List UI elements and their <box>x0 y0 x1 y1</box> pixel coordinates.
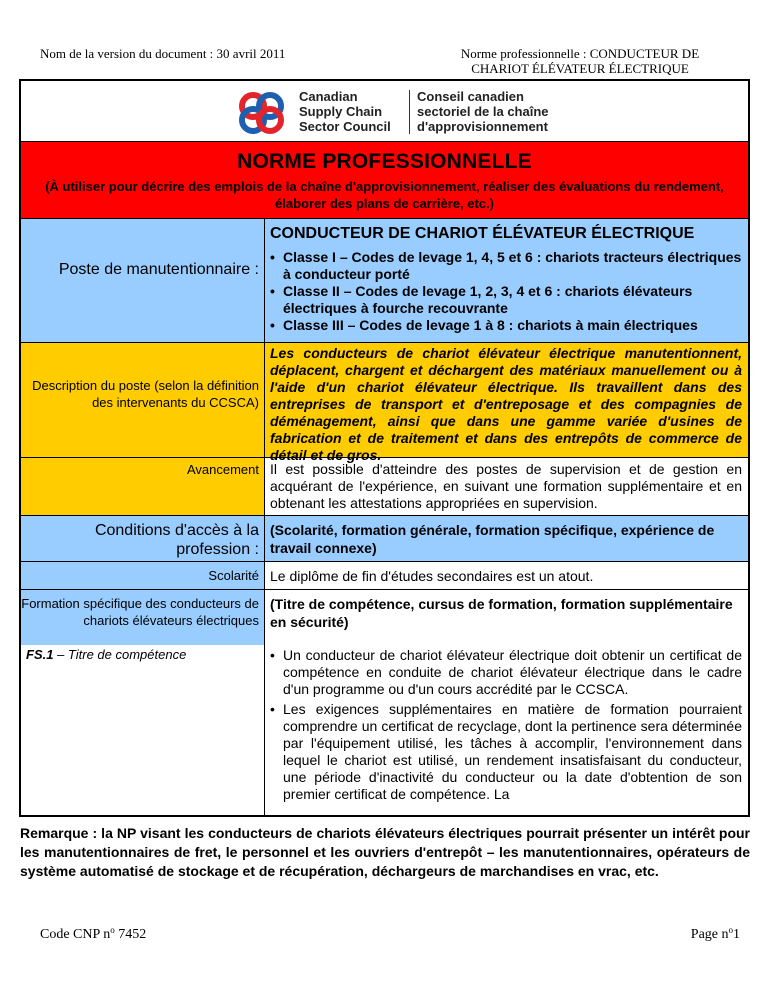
description-label: Description du poste (selon la définition des intervenants du CCSCA) <box>21 343 265 457</box>
schooling-label: Scolarité <box>21 562 265 589</box>
advancement-text: Il est possible d'atteindre des postes de supervision et de gestion en acquérant de l'expérience, en suivant une formation supplémentaire et en obtenant les attestations appropriées en supervision. <box>270 461 742 511</box>
version-date: Nom de la version du document : 30 avril 2011 <box>40 46 286 61</box>
remark-note: Remarque : la NP visant les conducteurs de chariots élévateurs électriques pourrait présenter un intérêt pour les manutentionnaires de fret, le personnel et les ouvriers d'entrepôt – les manutentionnaires, opérateurs de système automatisé de stockage et de récupération, déchargeurs de marchandises en vrac, etc. <box>20 825 750 879</box>
schooling-text: Le diplôme de fin d'études secondaires est un atout. <box>270 568 594 584</box>
training-label: Formation spécifique des conducteurs de chariots élévateurs électriques <box>21 590 265 645</box>
page-sup: o <box>728 925 733 935</box>
fs1-label <box>21 645 265 817</box>
training-content <box>265 590 748 817</box>
class-item: • Classe II – Codes de levage 1, 2, 3, 4 et 6 : chariots élévateurs électriques à fourche recouvrante <box>270 283 742 317</box>
standard-frame <box>19 79 750 817</box>
page-prefix: Page n <box>690 927 729 942</box>
fs1-item: • Les exigences supplémentaires en matière de formation pourraient comprendre un certificat de recyclage, dont la pertinence sera déterminée par l'équipement utilisé, les tâches à accomplir, l'environnement dans lequel le chariot est utilisé, un rendement insatisfaisant du conducteur, une période d'inactivité du conducteur ou la date d'obtention de son premier certificat de compétence. La <box>270 701 742 803</box>
standard-title-line1: Norme professionnelle : CONDUCTEUR DE <box>460 46 700 61</box>
description-text: Les conducteurs de chariot élévateur électrique manutentionnent, déplacent, chargent et déchargent des matériaux manuellement ou à l'aide d'un chariot élévateur électrique. Ils travaillent dans des entreprises de transport et d'entreposage et des compagnies de déménagement, ainsi que dans une gamme variée d'usines de fabrication et de traitement et dans des entrepôts de commerce de détail et de gros. <box>270 345 742 463</box>
logo-separator <box>409 90 410 134</box>
access-label: Conditions d'accès à la profession : <box>21 516 265 561</box>
logo-text-en <box>299 89 391 134</box>
logo-en-line: Sector Council <box>299 119 391 134</box>
fs1-list <box>270 647 742 803</box>
fs1-item: • Un conducteur de chariot élévateur électrique doit obtenir un certificat de compétence en conduite de chariot élévateur électrique dans le cadre d'un programme ou d'un cours accrédité par le CCSCA. <box>270 647 742 698</box>
logo-fr-line: Conseil canadien <box>417 89 524 104</box>
council-logo-icon <box>237 90 289 134</box>
class-item: • Classe I – Codes de levage 1, 4, 5 et 6 : chariots tracteurs électriques à conducteur porté <box>270 249 742 283</box>
noc-code <box>40 925 146 943</box>
standard-title <box>420 46 740 76</box>
page-number <box>691 925 740 943</box>
logo-band <box>21 81 748 141</box>
logo-fr-line: sectoriel de la chaîne <box>417 104 549 119</box>
class-item: • Classe III – Codes de levage 1 à 8 : chariots à main électriques <box>270 317 742 334</box>
row-schooling <box>21 562 748 590</box>
fs1-code: FS.1 <box>26 647 54 662</box>
title-banner <box>21 141 748 219</box>
row-access <box>21 516 748 562</box>
row-position <box>21 219 748 343</box>
logo-en-line: Supply Chain <box>299 104 383 119</box>
advancement-label: Avancement <box>21 458 265 515</box>
logo-fr-line: d'approvisionnement <box>417 119 548 134</box>
class-list <box>270 249 742 334</box>
banner-title: NORME PROFESSIONNELLE <box>237 150 532 173</box>
access-text: (Scolarité, formation générale, formation spécifique, expérience de travail connexe) <box>270 522 715 556</box>
position-label <box>21 219 265 342</box>
row-advancement <box>21 458 748 516</box>
training-text: (Titre de compétence, cursus de formation, formation supplémentaire en sécurité) <box>270 596 733 630</box>
position-content <box>265 219 748 342</box>
job-title: CONDUCTEUR DE CHARIOT ÉLÉVATEUR ÉLECTRIQUE <box>270 225 695 242</box>
noc-code-value: 7452 <box>114 927 147 942</box>
position-label-text: Poste de manutentionnaire : <box>58 261 259 278</box>
logo-text-fr <box>417 89 549 134</box>
row-description <box>21 343 748 463</box>
banner-subtitle: (À utiliser pour décrire des emplois de la chaîne d'approvisionnement, réaliser des évaluations du rendement, élaborer des plans de carrière, etc.) <box>45 179 724 211</box>
standard-title-line2: CHARIOT ÉLÉVATEUR ÉLECTRIQUE <box>471 61 689 76</box>
page-value: 1 <box>733 927 740 942</box>
logo-en-line: Canadian <box>299 89 358 104</box>
noc-code-sup: o <box>110 925 115 935</box>
noc-code-prefix: Code CNP n <box>40 927 111 942</box>
row-training <box>21 590 748 817</box>
fs1-title: – Titre de compétence <box>53 647 187 662</box>
